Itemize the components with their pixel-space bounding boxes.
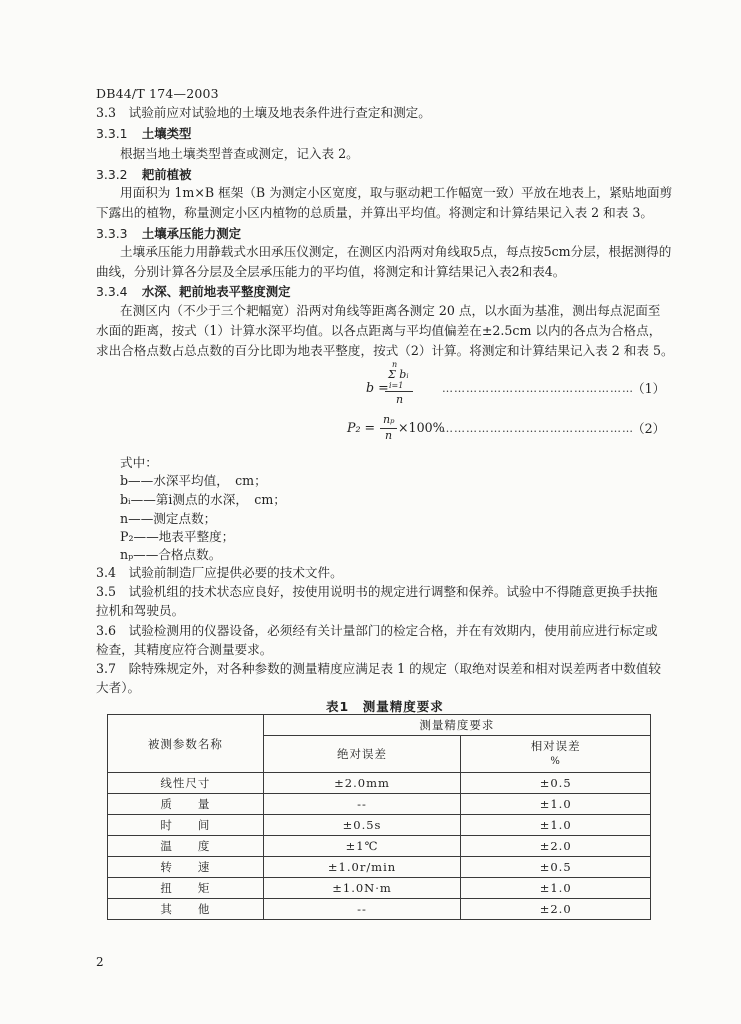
table-caption: 表1 测量精度要求	[326, 699, 444, 714]
heading-number: 3.3.4	[96, 284, 128, 299]
param-name-cell: 扭 矩	[108, 878, 264, 899]
measurement-precision-table	[107, 714, 651, 920]
table-row	[108, 857, 651, 878]
relative-error-cell: ±2.0	[461, 836, 651, 857]
header-param-name: 被测参数名称	[108, 715, 264, 773]
paragraph: 在测区内（不少于三个耙幅宽）沿两对角线等距离各测定 20 点，以水面为基准，测出每点泥面至	[120, 303, 661, 318]
symbols-intro: 式中：	[120, 455, 158, 470]
symbol-definition: n——测定点数；	[120, 511, 217, 526]
fraction-numerator: nₚ	[383, 413, 395, 426]
absolute-error-cell: ±0.5s	[263, 815, 461, 836]
param-name-cell: 线性尺寸	[108, 773, 264, 794]
paragraph: 曲线，分别计算各分层及全层承压能力的平均值，将测定和计算结果记入表2和表4。	[96, 264, 566, 279]
formula-1-lhs: b =	[366, 380, 389, 395]
paragraph: 用面积为 1m×B 框架（B 为测定小区宽度，取与驱动耙工作幅宽一致）平放在地表上，紧贴地面剪	[120, 185, 673, 200]
section-3-7-cont: 大者）。	[96, 680, 141, 695]
sum-numerator: Σ bᵢ	[388, 368, 409, 381]
sum-upper-limit: n	[392, 360, 398, 369]
heading-3-3-1	[96, 124, 191, 142]
relative-error-cell: ±1.0	[461, 815, 651, 836]
leader-dots: …………………………………………	[442, 422, 634, 435]
formula-1-number: （1）	[632, 381, 666, 396]
page-number: 2	[96, 955, 104, 969]
table-row	[108, 815, 651, 836]
relative-error-cell: ±0.5	[461, 773, 651, 794]
formula-2-multiplier: ×100%	[398, 420, 445, 435]
heading-number: 3.3.3	[96, 226, 128, 241]
formula-2-number: （2）	[632, 421, 666, 436]
paragraph: 水面的距离，按式（1）计算水深平均值。以各点距离与平均值偏差在±2.5cm 以内的各点为合格点，	[96, 323, 662, 338]
fraction-denominator: n	[385, 429, 393, 442]
heading-title: 耙前植被	[141, 167, 192, 182]
param-name-cell: 其 他	[108, 899, 264, 920]
table-row	[108, 836, 651, 857]
param-name-cell: 质 量	[108, 794, 264, 815]
section-3-6: 3.6 试验检测用的仪器设备，必须经有关计量部门的检定合格，并在有效期内，使用前应进行标定或	[96, 623, 658, 638]
heading-title: 土壤承压能力测定	[141, 226, 241, 241]
heading-3-3-4	[96, 282, 291, 300]
table-row	[108, 773, 651, 794]
absolute-error-cell: ±1.0r/min	[263, 857, 461, 878]
section-3-6-cont: 检查，其精度应符合测量要求。	[96, 642, 273, 657]
param-name-cell: 温 度	[108, 836, 264, 857]
fraction-bar	[385, 391, 413, 392]
header-precision-group: 测量精度要求	[263, 715, 650, 736]
table-row	[108, 794, 651, 815]
heading-3-3-2	[96, 165, 191, 183]
param-name-cell: 时 间	[108, 815, 264, 836]
section-3-7: 3.7 除特殊规定外，对各种参数的测量精度应满足表 1 的规定（取绝对误差和相对误差两者中数值较	[96, 661, 661, 676]
heading-3-3-3	[96, 224, 241, 242]
paragraph: 求出合格点数占总点数的百分比即为地表平整度，按式（2）计算。将测定和计算结果记入表 2 和表 5。	[96, 343, 674, 358]
header-relative-error-label: 相对误差	[530, 739, 581, 753]
header-relative-error	[461, 736, 651, 773]
relative-error-cell: ±2.0	[461, 899, 651, 920]
paragraph: 土壤承压能力用静载式水田承压仪测定，在测区内沿两对角线取5点，每点按5cm分层，根据测得的	[120, 244, 672, 259]
absolute-error-cell: ±2.0mm	[263, 773, 461, 794]
section-3-5-cont: 拉机和驾驶员。	[96, 603, 185, 618]
standard-number: DB44/T 174—2003	[96, 86, 219, 101]
section-3-3: 3.3 试验前应对试验地的土壤及地表条件进行查定和测定。	[96, 105, 431, 120]
symbol-definition: bᵢ——第i测点的水深， cm；	[120, 492, 286, 507]
heading-number: 3.3.2	[96, 167, 128, 182]
sum-lower-limit: i=1	[389, 381, 404, 390]
table-row	[108, 878, 651, 899]
symbol-definition: nₚ——合格点数。	[120, 547, 222, 562]
heading-title: 水深、耙前地表平整度测定	[141, 284, 291, 299]
leader-dots: …………………………………………	[442, 382, 634, 395]
table-row	[108, 899, 651, 920]
header-relative-error-unit: %	[550, 756, 561, 767]
section-3-5: 3.5 试验机组的技术状态应良好，按使用说明书的规定进行调整和保养。试验中不得随意更换手扶拖	[96, 584, 658, 599]
section-3-4: 3.4 试验前制造厂应提供必要的技术文件。	[96, 565, 343, 580]
relative-error-cell: ±1.0	[461, 794, 651, 815]
absolute-error-cell: --	[263, 899, 461, 920]
header-absolute-error: 绝对误差	[263, 736, 461, 773]
absolute-error-cell: ±1.0N·m	[263, 878, 461, 899]
heading-number: 3.3.1	[96, 126, 128, 141]
paragraph: 下露出的植物，称量测定小区内植物的总质量，并算出平均值。将测定和计算结果记入表 2 和表 3。	[96, 205, 653, 220]
symbol-definition: P₂——地表平整度；	[120, 529, 235, 544]
heading-title: 土壤类型	[141, 126, 192, 141]
relative-error-cell: ±1.0	[461, 878, 651, 899]
paragraph: 根据当地土壤类型普查或测定，记入表 2。	[120, 146, 359, 161]
symbol-definition: b——水深平均值， cm；	[120, 473, 267, 488]
relative-error-cell: ±0.5	[461, 857, 651, 878]
absolute-error-cell: --	[263, 794, 461, 815]
formula-2-lhs: P₂ =	[347, 420, 376, 435]
fraction-denominator: n	[396, 393, 404, 406]
param-name-cell: 转 速	[108, 857, 264, 878]
absolute-error-cell: ±1℃	[263, 836, 461, 857]
